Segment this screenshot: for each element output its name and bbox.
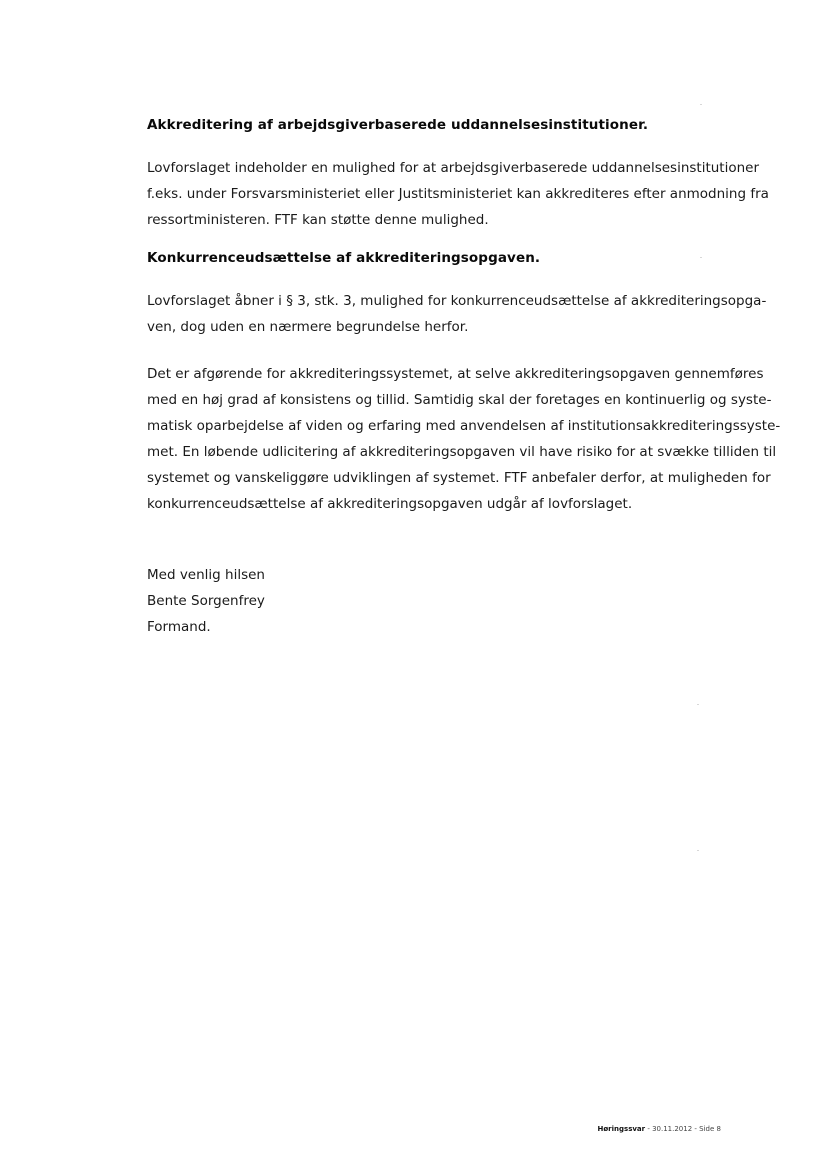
paragraph-line: met. En løbende udlicitering af akkrediteringsopgaven vil have risiko for at svække tilliden til [147, 444, 777, 460]
scan-speck [700, 257, 702, 258]
signatory-title: Formand. [147, 619, 211, 635]
page-footer [598, 1125, 721, 1133]
paragraph-line: Det er afgørende for akkrediteringssystemet, at selve akkrediteringsopgaven gennemføres [147, 366, 764, 382]
paragraph-akkreditering [147, 155, 769, 233]
paragraph-line: Lovforslaget åbner i § 3, stk. 3, mulighed for konkurrenceudsættelse af akkrediteringsopga- [147, 293, 767, 309]
footer-date: 30.11.2012 [652, 1125, 693, 1133]
paragraph-line: systemet og vanskeliggøre udviklingen af systemet. FTF anbefaler derfor, at muligheden for [147, 470, 771, 486]
paragraph-line: matisk oparbejdelse af viden og erfaring med anvendelsen af institutionsakkrediteringssyste- [147, 418, 781, 434]
paragraph-line: f.eks. under Forsvarsministeriet eller Justitsministeriet kan akkrediteres efter anmodning fra [147, 186, 769, 202]
paragraph-konkurrence-intro [147, 288, 766, 340]
scan-speck [700, 104, 702, 105]
footer-page-number: Side 8 [699, 1125, 721, 1133]
footer-separator: - [692, 1125, 700, 1133]
scan-speck [697, 704, 699, 705]
scan-speck [697, 850, 699, 851]
paragraph-line: konkurrenceudsættelse af akkrediteringsopgaven udgår af lovforslaget. [147, 496, 633, 512]
paragraph-line: ven, dog uden en nærmere begrundelse herfor. [147, 319, 469, 335]
paragraph-line: ressortministeren. FTF kan støtte denne mulighed. [147, 212, 489, 228]
footer-separator: - [645, 1125, 653, 1133]
section-heading-konkurrenceudsaettelse: Konkurrenceudsættelse af akkrediteringsopgaven. [147, 250, 541, 266]
paragraph-line: med en høj grad af konsistens og tillid. Samtidig skal der foretages en kontinuerlig og syste- [147, 392, 772, 408]
paragraph-konkurrence-argument [147, 361, 780, 517]
paragraph-line: Lovforslaget indeholder en mulighed for at arbejdsgiverbaserede uddannelsesinstitutioner [147, 160, 760, 176]
closing-greeting: Med venlig hilsen [147, 567, 265, 583]
closing-block [147, 562, 265, 640]
footer-doc-type: Høringssvar [597, 1125, 646, 1133]
section-heading-akkreditering: Akkreditering af arbejdsgiverbaserede uddannelsesinstitutioner. [147, 117, 649, 133]
signatory-name: Bente Sorgenfrey [147, 593, 265, 609]
